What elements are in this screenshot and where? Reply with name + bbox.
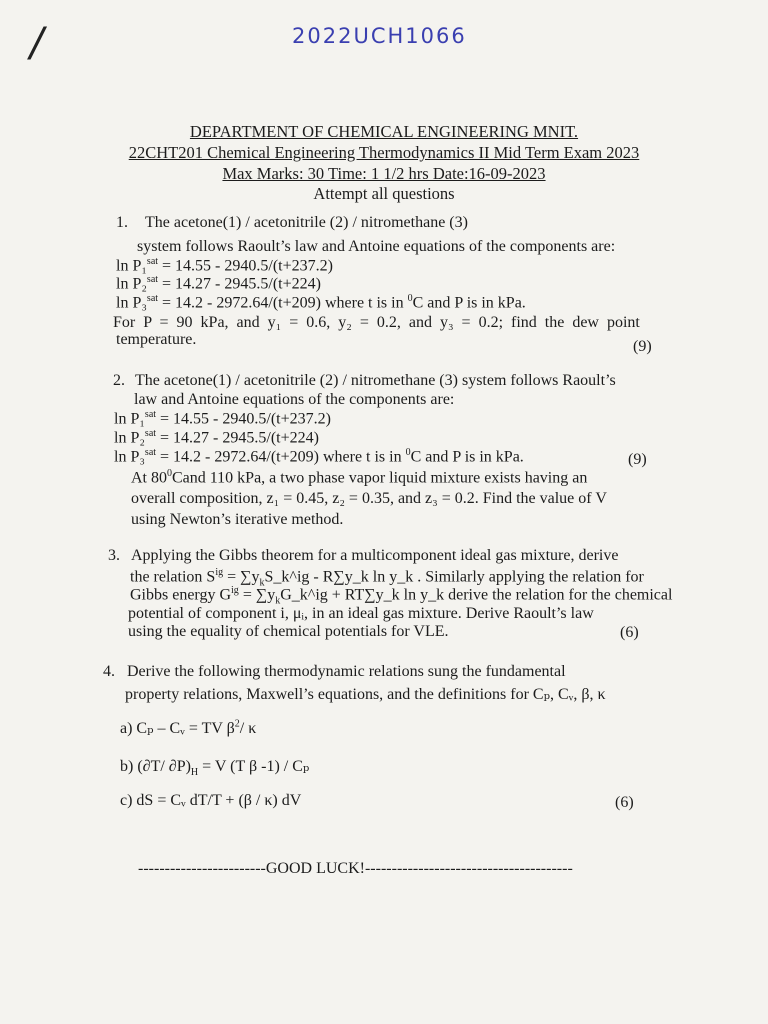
q4-marks: (6): [615, 794, 634, 811]
q1-marks: (9): [633, 338, 652, 355]
q2-line-4: overall composition, z₁ = 0.45, z₂ = 0.35, and z₃ = 0.2. Find the value of V: [131, 490, 607, 507]
course-title: 22CHT201 Chemical Engineering Thermodynamics II Mid Term Exam 2023: [128, 143, 640, 162]
q1-line-2: system follows Raoult’s law and Antoine equations of the components are:: [137, 238, 616, 255]
handwritten-mark: /: [30, 20, 44, 66]
q2-line-1: The acetone(1) / acetonitrile (2) / nitromethane (3) system follows Raoult’s: [135, 372, 616, 389]
q2-number: 2.: [113, 372, 125, 389]
q2-marks: (9): [628, 451, 647, 468]
q4-number: 4.: [103, 663, 115, 680]
q2-antoine-1: ln P₁$^{sat}$ = 14.55 - 2940.5/(t+237.2): [114, 409, 331, 428]
q3-line-1: Applying the Gibbs theorem for a multicomponent ideal gas mixture, derive: [131, 547, 619, 564]
q4-part-a: a) Cₚ – Cᵥ = TV $\beta^2/$ κ: [120, 718, 257, 737]
q3-line-2: the relation $S^{ig}$ = $\sum y_kS\_k\^{}ig$ - R∑y_k ln y_k . Similarly applying the relation for: [130, 567, 644, 589]
q1-conditions: For P = 90 kPa, and y₁ = 0.6, y₂ = 0.2, and y₃ = 0.2; find the dew point: [113, 314, 640, 331]
department-heading: DEPARTMENT OF CHEMICAL ENGINEERING MNIT.: [189, 122, 579, 141]
closing-line: ------------------------GOOD LUCK!---------------------------------------: [138, 860, 573, 877]
q1-antoine-2: ln P₂$^{sat}$ = 14.27 - 2945.5/(t+224): [116, 274, 321, 293]
q1-line-1: The acetone(1) / acetonitrile (2) / nitromethane (3): [145, 214, 468, 231]
exam-info: Max Marks: 30 Time: 1 1/2 hrs Date:16-09-2023: [222, 164, 546, 183]
q2-line-2: law and Antoine equations of the components are:: [134, 391, 455, 408]
q3-marks: (6): [620, 624, 639, 641]
q3-line-5: using the equality of chemical potentials for VLE.: [128, 623, 449, 640]
q4-part-c: c) dS = Cᵥ dT/T + (β / κ) dV: [120, 792, 302, 809]
q1-antoine-1: ln P₁$^{sat}$ = 14.55 - 2940.5/(t+237.2): [116, 256, 333, 275]
q3-line-4: potential of component i, μᵢ, in an ideal gas mixture. Derive Raoult’s law: [128, 605, 594, 622]
q1-conditions-end: temperature.: [116, 331, 197, 348]
q2-line-3: At $80^0Cand$ 110 kPa, a two phase vapor liquid mixture exists having an: [131, 468, 588, 487]
instructions: Attempt all questions: [313, 184, 455, 203]
q1-antoine-3: ln P₃$^{sat}$ = 14.2 - 2972.64/(t+209) where t is in $^0$C and P is in kPa.: [116, 293, 526, 312]
q1-number: 1.: [116, 214, 128, 231]
q4-line-1: Derive the following thermodynamic relations sung the fundamental: [127, 663, 566, 680]
q3-number: 3.: [108, 547, 120, 564]
q4-line-2: property relations, Maxwell’s equations, and the definitions for Cₚ, Cᵥ, β, κ: [125, 686, 606, 703]
q2-line-5: using Newton’s iterative method.: [131, 511, 344, 528]
q3-line-3: Gibbs energy $G^{ig}$ = $\sum y_kG\_k\^{}ig$ + RT∑y_k ln y_k derive the relation for the chemical: [130, 585, 673, 607]
q2-antoine-2: ln P₂$^{sat}$ = 14.27 - 2945.5/(t+224): [114, 428, 319, 447]
q4-part-b: b) (∂T/ $\partial P)_H = V$ (T β -1) / Cₚ: [120, 758, 310, 779]
q2-antoine-3: ln P₃$^{sat}$ = 14.2 - 2972.64/(t+209) where t is in $^0$C and P is in kPa.: [114, 447, 524, 466]
handwritten-roll-number: 2022UCH1066: [292, 24, 467, 48]
